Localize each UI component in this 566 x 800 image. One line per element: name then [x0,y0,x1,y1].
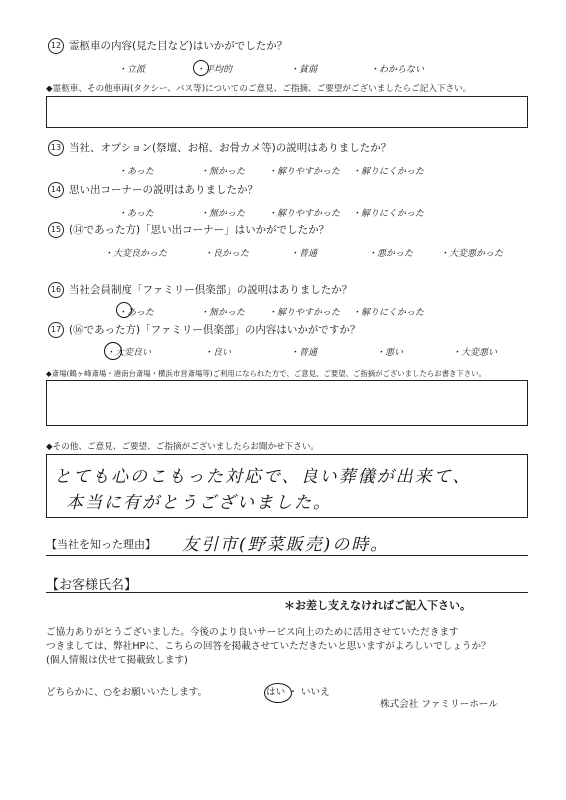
name-label: 【お客様氏名】 [46,578,138,593]
option[interactable]: ・解りにくかった [352,167,425,177]
vehicles-comment-box[interactable] [46,96,528,128]
option[interactable]: ・大変良かった [104,249,168,259]
q14-options [0,206,566,220]
option[interactable]: ・普通 [290,249,318,259]
option[interactable]: ・無かった [200,308,246,318]
selected-mark [264,683,292,703]
option[interactable]: ・解りやすかった [268,209,341,219]
option[interactable]: ・解りにくかった [352,209,425,219]
option[interactable]: ・あった [118,209,154,219]
name-note: ＊お差し支えなければご記入下さい。 [284,599,471,612]
option[interactable]: ・あった [118,308,154,318]
note-funeral-hall: ◆斎場(鶴ヶ峰斎場・港南台斎場・横浜市営斎場等)ご利用になられた方で、ご意見、ご要望、ご指摘がございましたらお書き下さい。 [46,369,486,378]
question-text: 当社、オプション(祭壇、お棺、お骨カメ等)の説明はありましたか？ [69,142,392,154]
consent-separator: ・ [288,687,298,698]
question-number: 16 [48,282,64,298]
option[interactable]: ・良かった [204,249,250,259]
consent-no[interactable]: いいえ [300,687,330,698]
option[interactable]: ・大変良い [106,348,152,358]
closing-line: ご協力ありがとうございました。今後のより良いサービス向上のために活用させていただきます [46,627,459,638]
q17-options [0,345,566,359]
option[interactable]: ・わからない [370,65,425,75]
q15-options [0,246,566,260]
name-underline [46,592,528,593]
q12-options [0,62,566,76]
selected-mark [104,342,122,360]
handwritten-comment-line-2: 本当に有がとうございました。 [66,493,332,513]
selected-mark [193,60,209,76]
question-text: 当社会員制度「ファミリー倶楽部」の説明はありましたか？ [69,284,353,296]
closing-line: (個人情報は伏せて掲載致します) [46,655,188,666]
question-text: 霊柩車の内容(見た目など)はいかがでしたか？ [69,40,288,52]
q13-options [0,164,566,178]
question-number: 15 [48,222,64,238]
question-text: 思い出コーナーの説明はありましたか？ [69,184,258,196]
option[interactable]: ・無かった [200,167,246,177]
q16-options [0,305,566,319]
question-text: (⑭であった方)「思い出コーナー」はいかがでしたか？ [69,224,330,236]
consent-yes[interactable]: はい [266,687,286,698]
note-other: ◆その他、ご意見、ご要望、ご指摘がございましたらお聞かせ下さい。 [46,442,320,452]
option[interactable]: ・大変悪い [452,348,498,358]
option[interactable]: ・悪い [376,348,404,358]
note-vehicles: ◆霊柩車、その他車両(タクシー、バス等)についてのご意見、ご指摘、ご要望がございましたらご記入下さい。 [46,84,472,94]
option[interactable]: ・立派 [118,65,146,75]
handwritten-comment-line-1: とても心のこもった対応で、良い葬儀が出来て、 [54,467,472,487]
question-number: 17 [48,322,64,338]
option[interactable]: ・無かった [200,209,246,219]
option[interactable]: ・あった [118,167,154,177]
consent-prompt: どちらかに、○をお願いいたします。 [46,687,208,698]
funeral-hall-comment-box[interactable] [46,380,528,426]
question-12 [48,38,287,54]
question-number: 14 [48,182,64,198]
closing-text [46,626,491,668]
option[interactable]: ・大変悪かった [440,249,504,259]
option[interactable]: ・解りやすかった [268,167,341,177]
question-text: (⑯であった方)「ファミリー倶楽部」の内容はいかがですか？ [69,324,361,336]
company-name: 株式会社 ファミリーホール [380,699,498,710]
question-number: 13 [48,140,64,156]
reason-underline [46,555,528,556]
selected-mark [116,302,132,318]
question-13 [48,140,391,156]
question-14 [48,182,258,198]
closing-line: つきましては、弊社HPに、こちらの回答を掲載させていただきたいと思いますがよろしいでしょうか？ [46,641,491,652]
option[interactable]: ・悪かった [368,249,414,259]
reason-label: 【当社を知った理由】 [46,538,156,551]
option[interactable]: ・貧弱 [290,65,318,75]
option[interactable]: ・普通 [290,348,318,358]
option[interactable]: ・良い [204,348,232,358]
question-17 [48,322,360,338]
question-number: 12 [48,38,64,54]
option[interactable]: ・解りやすかった [268,308,341,318]
reason-answer: 友引市(野菜販売)の時。 [182,535,390,555]
option[interactable]: ・解りにくかった [352,308,425,318]
question-15 [48,222,329,238]
option[interactable]: ・平均的 [196,65,233,75]
question-16 [48,282,352,298]
